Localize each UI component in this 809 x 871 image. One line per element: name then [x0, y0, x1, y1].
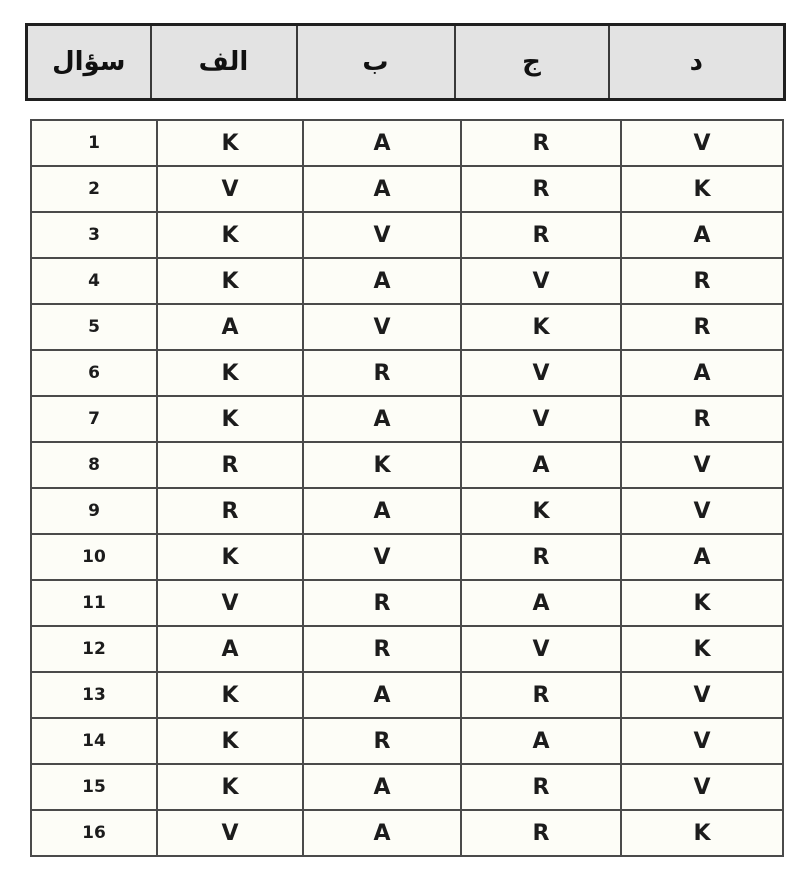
- answer-table-header: [25, 23, 786, 101]
- question-number-cell: 4: [31, 258, 157, 304]
- option-a-cell: K: [157, 534, 303, 580]
- option-d-cell: V: [621, 442, 783, 488]
- table-row: [31, 166, 783, 212]
- answer-table-body: [30, 119, 784, 857]
- option-c-cell: V: [461, 258, 621, 304]
- option-d-cell: A: [621, 534, 783, 580]
- option-a-cell: K: [157, 120, 303, 166]
- option-a-cell: V: [157, 810, 303, 856]
- option-a-cell: K: [157, 672, 303, 718]
- option-b-cell: V: [303, 212, 461, 258]
- option-b-cell: R: [303, 626, 461, 672]
- option-a-cell: V: [157, 580, 303, 626]
- option-d-cell: R: [621, 304, 783, 350]
- option-a-cell: K: [157, 350, 303, 396]
- option-c-cell: R: [461, 764, 621, 810]
- option-b-cell: A: [303, 120, 461, 166]
- table-row: [31, 626, 783, 672]
- header-row: [27, 25, 785, 100]
- option-a-cell: A: [157, 626, 303, 672]
- option-b-cell: A: [303, 258, 461, 304]
- table-row: [31, 580, 783, 626]
- option-c-cell: V: [461, 396, 621, 442]
- option-b-cell: A: [303, 764, 461, 810]
- table-row: [31, 534, 783, 580]
- question-number-cell: 8: [31, 442, 157, 488]
- question-number-cell: 10: [31, 534, 157, 580]
- header-option-a: الف: [151, 25, 297, 100]
- option-c-cell: R: [461, 120, 621, 166]
- option-c-cell: R: [461, 672, 621, 718]
- option-b-cell: K: [303, 442, 461, 488]
- option-c-cell: R: [461, 166, 621, 212]
- header-option-b: ب: [297, 25, 455, 100]
- table-row: [31, 396, 783, 442]
- question-number-cell: 11: [31, 580, 157, 626]
- option-b-cell: V: [303, 534, 461, 580]
- question-number-cell: 2: [31, 166, 157, 212]
- question-number-cell: 12: [31, 626, 157, 672]
- option-d-cell: K: [621, 166, 783, 212]
- table-row: [31, 258, 783, 304]
- question-number-cell: 3: [31, 212, 157, 258]
- question-number-cell: 7: [31, 396, 157, 442]
- option-d-cell: K: [621, 810, 783, 856]
- option-d-cell: K: [621, 626, 783, 672]
- table-row: [31, 442, 783, 488]
- option-b-cell: A: [303, 396, 461, 442]
- header-option-d: د: [609, 25, 785, 100]
- question-number-cell: 14: [31, 718, 157, 764]
- table-row: [31, 350, 783, 396]
- option-d-cell: R: [621, 258, 783, 304]
- option-d-cell: V: [621, 120, 783, 166]
- option-d-cell: R: [621, 396, 783, 442]
- option-d-cell: K: [621, 580, 783, 626]
- option-b-cell: R: [303, 350, 461, 396]
- option-d-cell: A: [621, 212, 783, 258]
- question-number-cell: 9: [31, 488, 157, 534]
- option-c-cell: A: [461, 718, 621, 764]
- answer-rows: [31, 120, 783, 856]
- option-b-cell: A: [303, 488, 461, 534]
- question-number-cell: 1: [31, 120, 157, 166]
- option-d-cell: V: [621, 718, 783, 764]
- question-number-cell: 15: [31, 764, 157, 810]
- option-b-cell: A: [303, 810, 461, 856]
- option-c-cell: K: [461, 304, 621, 350]
- option-c-cell: R: [461, 534, 621, 580]
- option-b-cell: R: [303, 580, 461, 626]
- option-c-cell: A: [461, 580, 621, 626]
- option-a-cell: R: [157, 488, 303, 534]
- option-a-cell: K: [157, 718, 303, 764]
- option-d-cell: A: [621, 350, 783, 396]
- option-c-cell: K: [461, 488, 621, 534]
- option-a-cell: V: [157, 166, 303, 212]
- table-row: [31, 672, 783, 718]
- option-a-cell: A: [157, 304, 303, 350]
- option-c-cell: A: [461, 442, 621, 488]
- table-row: [31, 120, 783, 166]
- option-c-cell: V: [461, 626, 621, 672]
- question-number-cell: 6: [31, 350, 157, 396]
- option-a-cell: K: [157, 258, 303, 304]
- table-row: [31, 718, 783, 764]
- option-b-cell: A: [303, 166, 461, 212]
- table-row: [31, 810, 783, 856]
- option-d-cell: V: [621, 488, 783, 534]
- option-a-cell: K: [157, 764, 303, 810]
- header-question: سؤال: [27, 25, 151, 100]
- option-c-cell: R: [461, 212, 621, 258]
- table-row: [31, 304, 783, 350]
- table-row: [31, 488, 783, 534]
- question-number-cell: 13: [31, 672, 157, 718]
- option-d-cell: V: [621, 672, 783, 718]
- option-d-cell: V: [621, 764, 783, 810]
- option-a-cell: R: [157, 442, 303, 488]
- option-c-cell: V: [461, 350, 621, 396]
- question-number-cell: 5: [31, 304, 157, 350]
- table-row: [31, 212, 783, 258]
- table-row: [31, 764, 783, 810]
- header-option-c: ج: [455, 25, 609, 100]
- option-b-cell: A: [303, 672, 461, 718]
- option-b-cell: R: [303, 718, 461, 764]
- option-c-cell: R: [461, 810, 621, 856]
- question-number-cell: 16: [31, 810, 157, 856]
- option-a-cell: K: [157, 396, 303, 442]
- option-b-cell: V: [303, 304, 461, 350]
- option-a-cell: K: [157, 212, 303, 258]
